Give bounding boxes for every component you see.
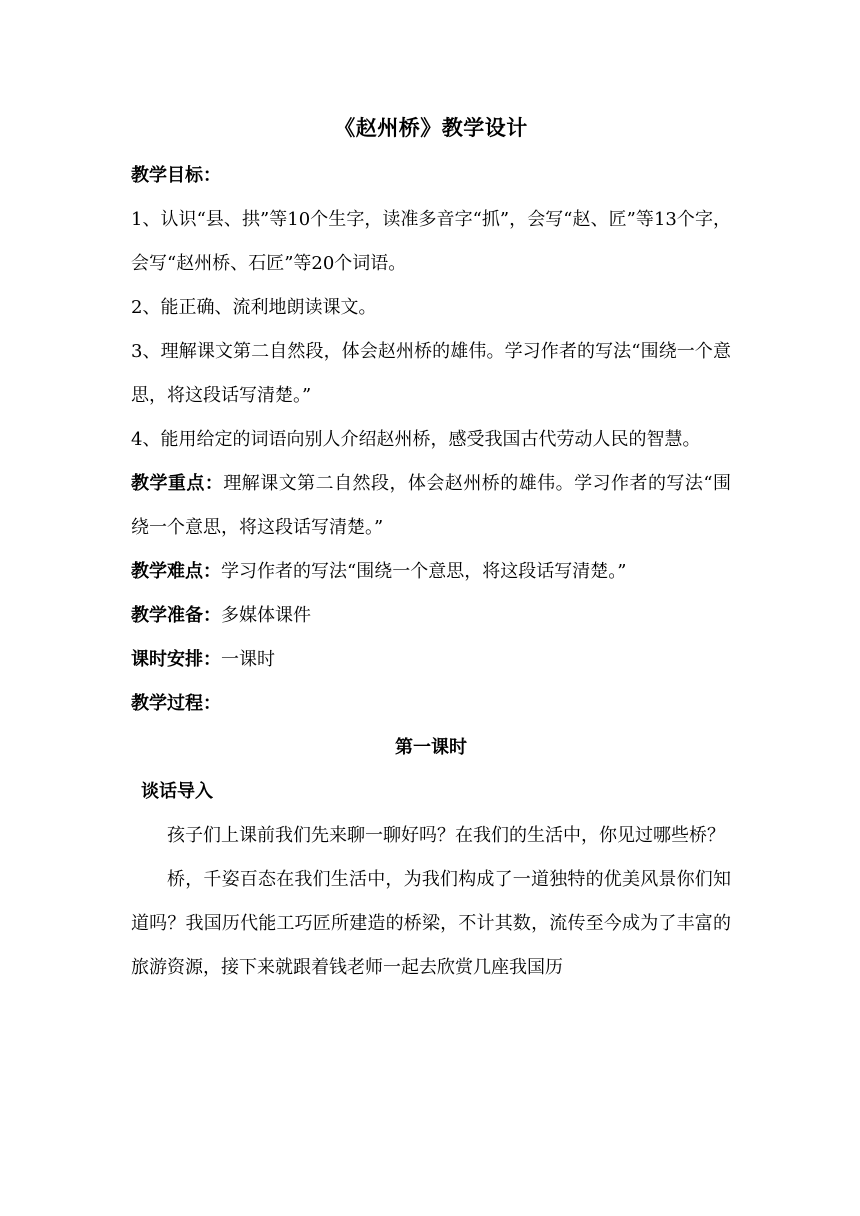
prep-line [131, 594, 731, 638]
objective-item: 1、认识“县、拱”等10个生字，读准多音字“抓”，会写“赵、匠”等13个字，会写“赵州桥、石匠”等20个词语。 [131, 209, 731, 274]
difficulty-text: 学习作者的写法“围绕一个意思，将这段话写清楚。” [221, 561, 627, 582]
body-paragraph: 孩子们上课前我们先来聊一聊好吗？在我们的生活中，你见过哪些桥？ [167, 825, 725, 846]
prep-text: 多媒体课件 [221, 605, 311, 626]
schedule-text: 一课时 [221, 649, 275, 670]
objective-item: 2、能正确、流利地朗读课文。 [131, 297, 377, 318]
key-points-label: 教学重点： [131, 473, 224, 494]
objective-item: 3、理解课文第二自然段，体会赵州桥的雄伟。学习作者的写法“围绕一个意思，将这段话写清楚。” [131, 341, 731, 406]
document-body [131, 110, 731, 990]
process-heading: 教学过程： [131, 693, 221, 714]
section-heading: 谈话导入 [141, 781, 213, 802]
objectives-heading: 教学目标： [131, 165, 221, 186]
schedule-label: 课时安排： [131, 649, 221, 670]
key-points-text: 理解课文第二自然段，体会赵州桥的雄伟。学习作者的写法“围绕一个意思，将这段话写清楚。” [131, 473, 731, 538]
body-paragraph: 桥，千姿百态在我们生活中，为我们构成了一道独特的优美风景你们知道吗？我国历代能工巧匠所建造的桥梁，不计其数，流传至今成为了丰富的旅游资源，接下来就跟着钱老师一起去欣赏几座我国历 [131, 869, 731, 978]
prep-label: 教学准备： [131, 605, 221, 626]
difficulty-line [131, 550, 731, 594]
document-title: 《赵州桥》教学设计 [334, 115, 528, 140]
objective-item: 4、能用给定的词语向别人介绍赵州桥，感受我国古代劳动人民的智慧。 [131, 429, 701, 450]
lesson-heading: 第一课时 [395, 737, 467, 758]
schedule-line [131, 638, 731, 682]
key-points-line [131, 462, 731, 550]
difficulty-label: 教学难点： [131, 561, 221, 582]
